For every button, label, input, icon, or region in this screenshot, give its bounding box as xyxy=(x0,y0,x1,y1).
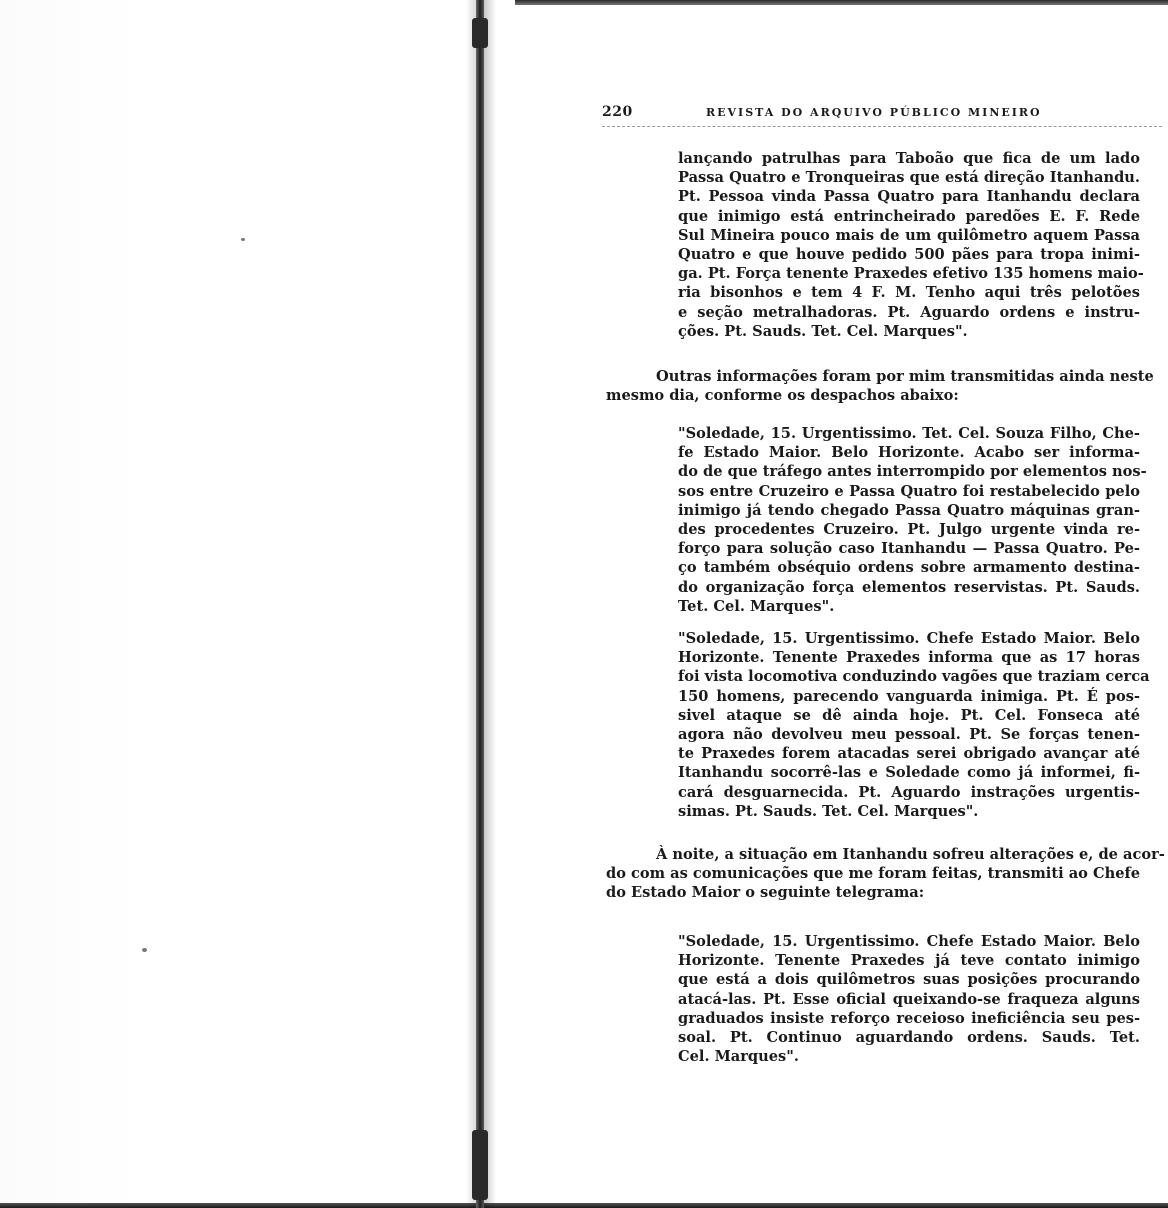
gutter-mark xyxy=(472,18,488,48)
text-line: agora não devolveu meu pessoal. Pt. Se forças tenen- xyxy=(678,725,1140,743)
text-line: "Soledade, 15. Urgentissimo. Chefe Estado Maior. Belo xyxy=(678,630,1140,647)
narrative-paragraph xyxy=(606,845,1165,903)
text-line: do com as comunicações que me foram feitas, transmiti ao Chefe xyxy=(606,865,1141,883)
text-line: do organização força elementos reservistas. Pt. Sauds. xyxy=(678,578,1140,596)
text-line: te Praxedes forem atacadas serei obrigado avançar até xyxy=(678,745,1140,763)
telegram-quote xyxy=(678,932,1140,1066)
text-line: Horizonte. Tenente Praxedes informa que as 17 horas xyxy=(678,649,1140,667)
gutter-fold xyxy=(476,0,484,1208)
text-line: des procedentes Cruzeiro. Pt. Julgo urgente vinda re- xyxy=(678,520,1140,538)
text-line: ço também obséquio ordens sobre armamento destina- xyxy=(678,559,1140,577)
text-line: simas. Pt. Sauds. Tet. Cel. Marques". xyxy=(678,802,979,820)
text-line: do Estado Maior o seguinte telegrama: xyxy=(606,884,925,902)
text-line: foi vista locomotiva conduzindo vagões que traziam cerca xyxy=(678,668,1150,686)
text-line: sivel ataque se dê ainda hoje. Pt. Cel. Fonseca até xyxy=(678,706,1140,724)
page-header xyxy=(602,104,1162,124)
text-line: que está a dois quilômetros suas posições procurando xyxy=(678,971,1140,989)
text-line: "Soledade, 15. Urgentissimo. Tet. Cel. Souza Filho, Che- xyxy=(678,425,1140,442)
text-line: atacá-las. Pt. Esse oficial queixando-se fraqueza alguns xyxy=(678,990,1140,1008)
text-line: que inimigo está entrincheirado paredões E. F. Rede xyxy=(678,207,1140,225)
telegram-quote xyxy=(678,629,1150,821)
book-gutter xyxy=(466,0,496,1208)
text-line: ria bisonhos e tem 4 F. M. Tenho aqui três pelotões xyxy=(678,284,1140,302)
text-line: ga. Pt. Força tenente Praxedes efetivo 135 homens maio- xyxy=(678,265,1144,283)
scan-speck xyxy=(142,948,147,952)
text-line: graduados insiste reforço receioso ineficiência seu pes- xyxy=(678,1009,1140,1027)
text-line: mesmo dia, conforme os despachos abaixo: xyxy=(606,387,959,405)
header-rule xyxy=(602,126,1162,127)
page-top-edge xyxy=(515,0,1168,5)
text-line: Cel. Marques". xyxy=(678,1048,799,1066)
scan-speck xyxy=(241,238,245,241)
text-line: Pt. Pessoa vinda Passa Quatro para Itanhandu declara xyxy=(678,188,1140,206)
running-title: REVISTA DO ARQUIVO PÚBLICO MINEIRO xyxy=(706,106,1042,119)
telegram-continuation xyxy=(678,149,1144,341)
text-line: Outras informações foram por mim transmitidas ainda neste xyxy=(656,368,1154,385)
page-bottom-edge xyxy=(0,1203,1168,1208)
text-line: Horizonte. Tenente Praxedes já teve contato inimigo xyxy=(678,952,1140,970)
gutter-mark xyxy=(472,1130,488,1200)
telegram-quote xyxy=(678,424,1147,616)
text-line: soal. Pt. Continuo aguardando ordens. Sauds. Tet. xyxy=(678,1028,1140,1046)
text-line: sos entre Cruzeiro e Passa Quatro foi restabelecido pelo xyxy=(678,482,1140,500)
text-line: À noite, a situação em Itanhandu sofreu alterações e, de acor- xyxy=(656,846,1165,863)
text-line: fe Estado Maior. Belo Horizonte. Acabo ser informa- xyxy=(678,444,1140,462)
text-line: "Soledade, 15. Urgentissimo. Chefe Estado Maior. Belo xyxy=(678,933,1140,950)
text-line: do de que tráfego antes interrompido por elementos nos- xyxy=(678,463,1147,481)
text-line: Passa Quatro e Tronqueiras que está direção Itanhandu. xyxy=(678,169,1140,187)
text-line: Tet. Cel. Marques". xyxy=(678,597,835,615)
text-line: ções. Pt. Sauds. Tet. Cel. Marques". xyxy=(678,322,968,340)
text-line: Sul Mineira pouco mais de um quilômetro aquem Passa xyxy=(678,226,1140,244)
page-number: 220 xyxy=(602,104,633,120)
text-line: 150 homens, parecendo vanguarda inimiga. Pt. É pos- xyxy=(678,687,1140,705)
text-line: forço para solução caso Itanhandu — Passa Quatro. Pe- xyxy=(678,540,1140,558)
text-line: e seção metralhadoras. Pt. Aguardo ordens e instru- xyxy=(678,303,1140,321)
text-line: lançando patrulhas para Taboão que fica de um lado xyxy=(678,150,1140,167)
text-line: inimigo já tendo chegado Passa Quatro máquinas gran- xyxy=(678,501,1140,519)
text-line: cará desguarnecida. Pt. Aguardo instrações urgentis- xyxy=(678,783,1140,801)
narrative-paragraph xyxy=(606,367,1154,405)
text-line: Itanhandu socorrê-las e Soledade como já informei, fi- xyxy=(678,764,1140,782)
text-line: Quatro e que houve pedido 500 pães para tropa inimi- xyxy=(678,245,1140,263)
